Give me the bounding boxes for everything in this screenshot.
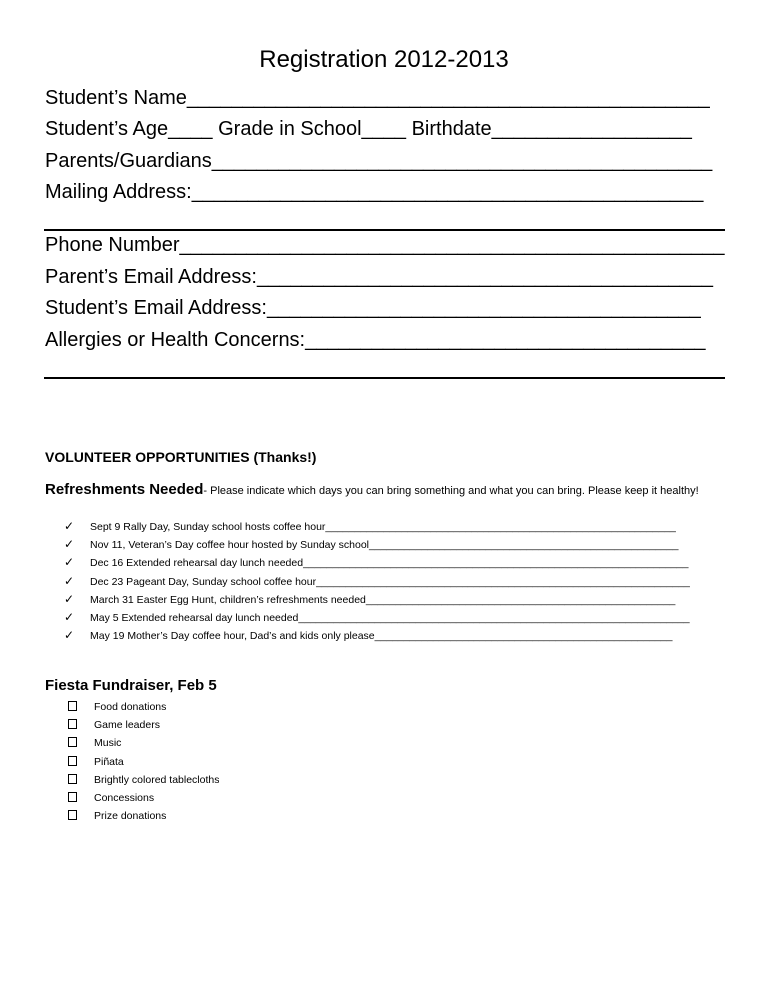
page-title: Registration 2012-2013 [259, 46, 509, 73]
student-name-field[interactable]: Student’s Name_______________________________________________ [45, 87, 710, 109]
refreshments-intro [45, 480, 735, 501]
checkbox-icon[interactable] [68, 719, 77, 729]
list-item[interactable]: ✓ March 31 Easter Egg Hunt, children’s refreshments needed_____________________________________________________ [64, 590, 690, 608]
list-item[interactable]: Game leaders [64, 716, 219, 734]
refreshments-list [64, 517, 690, 644]
list-item[interactable]: ✓ Dec 23 Pageant Day, Sunday school coffee hour________________________________________________________________ [64, 572, 690, 590]
checkbox-icon[interactable] [68, 774, 77, 784]
check-icon: ✓ [64, 628, 75, 643]
checkbox-icon[interactable] [68, 737, 77, 747]
fiesta-heading: Fiesta Fundraiser, Feb 5 [45, 677, 217, 694]
list-item[interactable]: ✓ Sept 9 Rally Day, Sunday school hosts coffee hour____________________________________________________________ [64, 517, 690, 535]
volunteer-heading: VOLUNTEER OPPORTUNITIES (Thanks!) [45, 449, 317, 465]
check-icon: ✓ [64, 519, 75, 533]
phone-number-field[interactable]: Phone Number_________________________________________________ [45, 234, 725, 256]
mailing-address-field[interactable]: Mailing Address:______________________________________________ [45, 181, 704, 203]
age-grade-birthdate-field[interactable]: Student’s Age____ Grade in School____ Birthdate__________________ [45, 118, 692, 140]
check-icon: ✓ [64, 537, 75, 552]
parents-guardians-field[interactable]: Parents/Guardians_____________________________________________ [45, 150, 713, 172]
check-icon: ✓ [64, 555, 75, 570]
check-icon: ✓ [64, 609, 75, 624]
refreshments-note: - Please indicate which days you can bring something and what you can bring. Please keep it healthy! [203, 485, 699, 497]
check-icon: ✓ [64, 591, 75, 606]
list-item[interactable]: Concessions [64, 789, 219, 807]
refreshments-heading: Refreshments Needed [45, 481, 204, 498]
list-item[interactable]: ✓ Nov 11, Veteran’s Day coffee hour hosted by Sunday school_____________________________________________________ [64, 535, 690, 553]
list-item[interactable]: Brightly colored tablecloths [64, 771, 219, 789]
allergies-line-rule [44, 377, 725, 379]
list-item[interactable]: ✓ Dec 16 Extended rehearsal day lunch needed__________________________________________________________________ [64, 553, 690, 571]
parent-email-field[interactable]: Parent’s Email Address:_________________________________________ [45, 266, 713, 288]
check-icon: ✓ [64, 573, 75, 588]
checkbox-icon[interactable] [68, 756, 77, 766]
list-item[interactable]: Piñata [64, 753, 219, 771]
checkbox-icon[interactable] [68, 792, 77, 802]
fiesta-list [64, 698, 219, 825]
list-item[interactable]: ✓ May 5 Extended rehearsal day lunch needed___________________________________________________________________ [64, 608, 690, 626]
list-item[interactable]: Prize donations [64, 807, 219, 825]
list-item[interactable]: Music [64, 734, 219, 752]
student-email-field[interactable]: Student’s Email Address:_______________________________________ [45, 297, 701, 319]
checkbox-icon[interactable] [68, 810, 77, 820]
list-item[interactable]: ✓ May 19 Mother’s Day coffee hour, Dad’s and kids only please___________________________________________________ [64, 626, 690, 644]
allergies-field[interactable]: Allergies or Health Concerns:____________________________________ [45, 329, 706, 351]
address-line-rule [44, 229, 725, 231]
list-item[interactable]: Food donations [64, 698, 219, 716]
checkbox-icon[interactable] [68, 701, 77, 711]
